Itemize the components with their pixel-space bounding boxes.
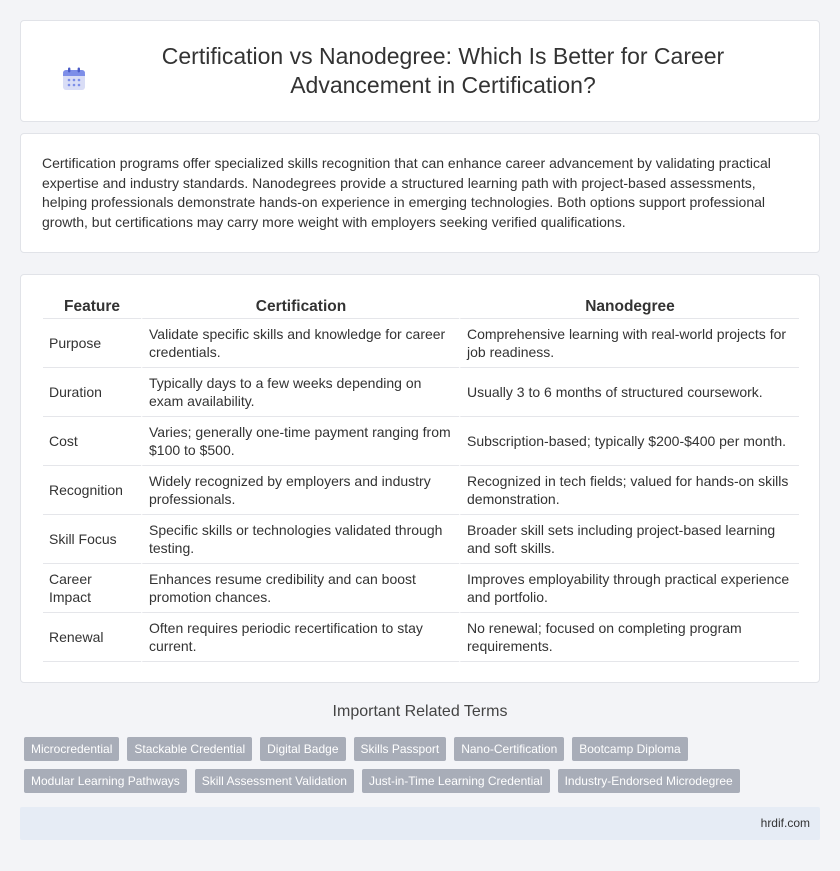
row-feature: Renewal (43, 613, 141, 662)
row-feature: Skill Focus (43, 515, 141, 564)
row-certification: Widely recognized by employers and industry professionals. (141, 466, 459, 515)
related-term-tag[interactable]: Nano-Certification (454, 737, 564, 761)
row-nanodegree: Usually 3 to 6 months of structured coursework. (459, 368, 799, 417)
row-certification: Specific skills or technologies validated through testing. (141, 515, 459, 564)
row-certification: Typically days to a few weeks depending on exam availability. (141, 368, 459, 417)
row-nanodegree: Comprehensive learning with real-world projects for job readiness. (459, 319, 799, 368)
table-row (43, 319, 799, 368)
related-term-tag[interactable]: Modular Learning Pathways (24, 769, 187, 793)
related-term-tag[interactable]: Microcredential (24, 737, 119, 761)
row-nanodegree: No renewal; focused on completing program requirements. (459, 613, 799, 662)
row-certification: Varies; generally one-time payment ranging from $100 to $500. (141, 417, 459, 466)
related-term-tag[interactable]: Stackable Credential (127, 737, 252, 761)
comparison-card (20, 274, 820, 683)
header-feature: Feature (43, 293, 141, 319)
row-feature: Recognition (43, 466, 141, 515)
table-row (43, 368, 799, 417)
header-nanodegree: Nanodegree (459, 293, 799, 319)
comparison-table (43, 293, 799, 662)
table-row (43, 613, 799, 662)
related-terms-title: Important Related Terms (332, 703, 508, 720)
related-terms-list (24, 737, 814, 793)
title-wrap (61, 42, 779, 100)
row-feature: Duration (43, 368, 141, 417)
related-term-tag[interactable]: Digital Badge (260, 737, 345, 761)
table-row (43, 515, 799, 564)
table-row (43, 466, 799, 515)
row-certification: Validate specific skills and knowledge for career credentials. (141, 319, 459, 368)
related-term-tag[interactable]: Skills Passport (354, 737, 447, 761)
related-term-tag[interactable]: Industry-Endorsed Microdegree (558, 769, 740, 793)
row-feature: Career Impact (43, 564, 141, 613)
calendar-icon (61, 66, 87, 92)
title-card (20, 20, 820, 122)
row-nanodegree: Recognized in tech fields; valued for hands-on skills demonstration. (459, 466, 799, 515)
row-nanodegree: Broader skill sets including project-based learning and soft skills. (459, 515, 799, 564)
row-feature: Purpose (43, 319, 141, 368)
intro-card (20, 133, 820, 253)
table-header-row (43, 293, 799, 319)
table-row (43, 564, 799, 613)
footer-site-link[interactable]: hrdif.com (760, 816, 810, 830)
row-nanodegree: Subscription-based; typically $200-$400 per month. (459, 417, 799, 466)
intro-paragraph: Certification programs offer specialized skills recognition that can enhance career advancement by validating practical expertise and industry standards. Nanodegrees provide a structured learning path with project-based assessments, helping professionals demonstrate hands-on experience in emerging technologies. Both options support professional growth, but certifications may carry more weight with employers seeking verified qualifications. (42, 155, 771, 230)
row-certification: Often requires periodic recertification to stay current. (141, 613, 459, 662)
related-term-tag[interactable]: Bootcamp Diploma (572, 737, 687, 761)
related-term-tag[interactable]: Skill Assessment Validation (195, 769, 354, 793)
row-nanodegree: Improves employability through practical experience and portfolio. (459, 564, 799, 613)
footer (20, 807, 820, 840)
row-certification: Enhances resume credibility and can boost promotion chances. (141, 564, 459, 613)
related-term-tag[interactable]: Just-in-Time Learning Credential (362, 769, 550, 793)
header-certification: Certification (141, 293, 459, 319)
row-feature: Cost (43, 417, 141, 466)
table-row (43, 417, 799, 466)
page-title: Certification vs Nanodegree: Which Is Better for Career Advancement in Certification? (161, 43, 725, 98)
